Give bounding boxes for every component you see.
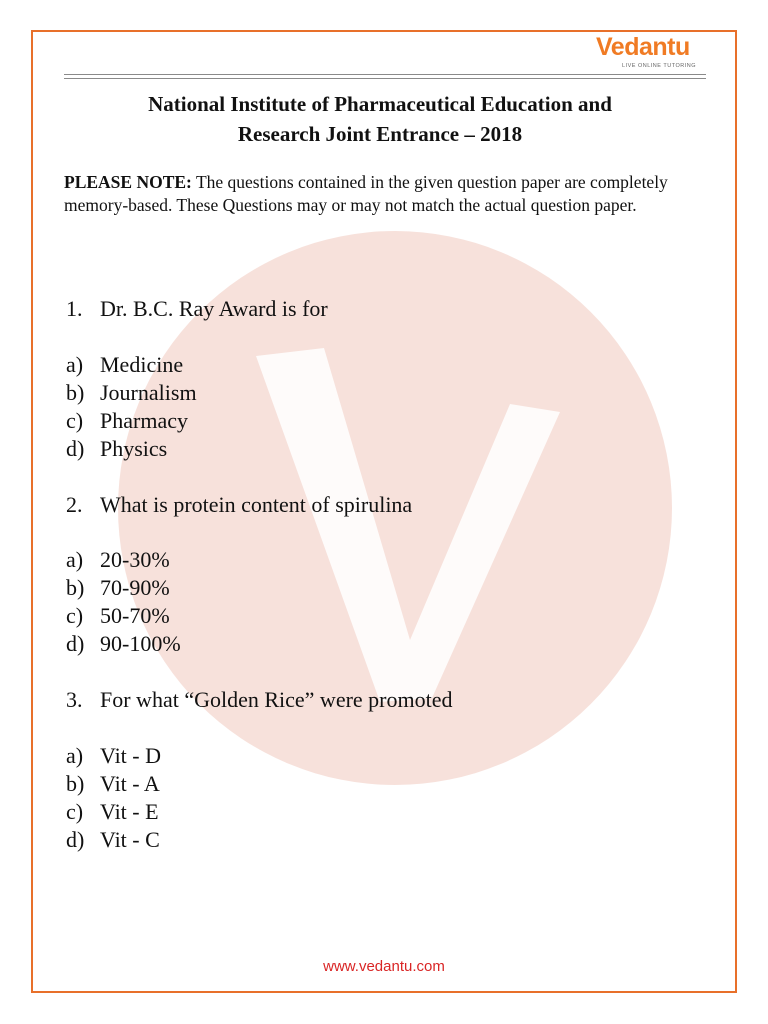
option-label: d) — [66, 436, 85, 461]
option — [66, 630, 181, 658]
logo-tagline: LIVE ONLINE TUTORING — [622, 63, 696, 69]
option-label: a) — [66, 743, 84, 768]
option-text: Vit - A — [100, 771, 160, 796]
option-text: Vit - E — [100, 799, 159, 824]
option-label: b) — [66, 771, 85, 796]
option — [66, 407, 188, 435]
option-label: d) — [66, 827, 85, 852]
option-text: Physics — [100, 436, 168, 461]
note-label: PLEASE NOTE: — [64, 172, 192, 192]
question-number: 3. — [66, 687, 83, 712]
option-text: Pharmacy — [100, 408, 188, 433]
option-text: 70-90% — [100, 575, 170, 600]
question-text: Dr. B.C. Ray Award is for — [100, 296, 328, 321]
option-text: Vit - C — [100, 827, 160, 852]
vedantu-logo — [596, 33, 696, 75]
question — [66, 491, 412, 519]
note-text: The questions contained in the given question paper are completely memory-based. These Questions may or may not match the actual question paper. — [64, 172, 668, 215]
option — [66, 602, 170, 630]
option-label: a) — [66, 547, 84, 572]
option — [66, 826, 160, 854]
paper-title — [64, 89, 696, 149]
question-number: 2. — [66, 492, 83, 517]
option — [66, 798, 159, 826]
option-text: Journalism — [100, 380, 197, 405]
option-text: 50-70% — [100, 603, 170, 628]
please-note — [64, 171, 716, 217]
option — [66, 435, 167, 463]
question-text: What is protein content of spirulina — [100, 492, 413, 517]
option-text: Vit - D — [100, 743, 162, 768]
option-label: b) — [66, 575, 85, 600]
option-label: c) — [66, 799, 84, 824]
question-text: For what “Golden Rice” were promoted — [100, 687, 453, 712]
option-label: a) — [66, 352, 84, 377]
option-text: 20-30% — [100, 547, 170, 572]
question — [66, 686, 453, 714]
option-text: Medicine — [100, 352, 184, 377]
logo-wordmark: Vedantu — [596, 33, 690, 61]
option — [66, 379, 197, 407]
option-text: 90-100% — [100, 631, 181, 656]
option — [66, 546, 170, 574]
header-rule — [64, 78, 706, 79]
question — [66, 295, 328, 323]
title-line-1: National Institute of Pharmaceutical Education and — [148, 92, 612, 116]
option — [66, 574, 170, 602]
option-label: b) — [66, 380, 85, 405]
option-label: c) — [66, 603, 84, 628]
option-label: d) — [66, 631, 85, 656]
footer-url[interactable]: www.vedantu.com — [323, 958, 445, 975]
option — [66, 351, 183, 379]
question-number: 1. — [66, 296, 83, 321]
header-rule — [64, 74, 706, 75]
option — [66, 742, 161, 770]
option-label: c) — [66, 408, 84, 433]
option — [66, 770, 160, 798]
title-line-2: Research Joint Entrance – 2018 — [237, 122, 523, 146]
